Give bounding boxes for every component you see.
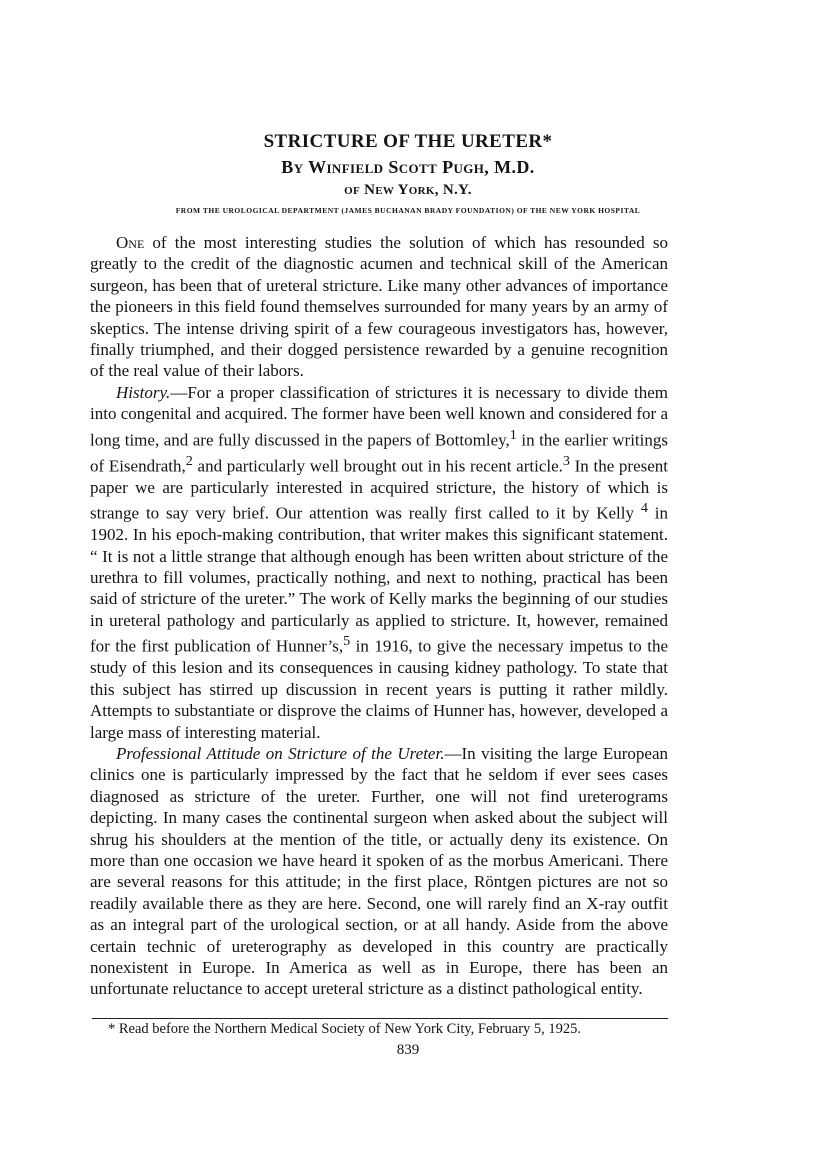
footnote: * Read before the Northern Medical Society of New York City, February 5, 1925. bbox=[108, 1021, 582, 1037]
history-text-6: in 1916, to give the necessary impetus to the study of this lesion and its consequences in causing kidney pathology. To state that this subject has stirred up discussion in recent years is putting it rather mildly. Attempts to substantiate or disprove the claims of Hunner has, however, developed a large mass of interesting material. bbox=[90, 636, 668, 742]
attitude-text: —In visiting the large European clinics one is particularly impressed by the fact that he seldom if ever sees cases diagnosed as stricture of the ureter. Further, one will not find ureterograms depicting. In many cases the continental surgeon when asked about the subject will shrug his shoulders at the mention of the title, or actually deny its existence. On more than one occasion we have heard it spoken of as the morbus Americani. There are several reasons for this attitude; in the first place, Röntgen pictures are not so readily available there as they are here. Second, one will rarely find an X-ray outfit as an integral part of the urological section, or at all handy. Aside from the above certain technic of ureterography as developed in this country are practically nonexistent in Europe. In America as well as in Europe, there has been an unfortunate reluctance to accept ureteral stricture as a distinct pathological entity. bbox=[90, 743, 668, 999]
author-byline: By Winfield Scott Pugh, M.D. bbox=[281, 157, 535, 177]
intro-text: of the most interesting studies the solution of which has resounded so greatly to the credit of the diagnostic acumen and technical skill of the American surgeon, has been that of ureteral stricture. Like many other advances of importance the pioneers in this field found themselves surrounded for many years by an army of skeptics. The intense driving spirit of a few courageous investigators has, however, finally triumphed, and their dogged persistence rewarded by a genuine recognition of the real value of their labors. bbox=[90, 233, 668, 381]
article-title: STRICTURE OF THE URETER* bbox=[263, 131, 553, 152]
reference-marker: 5 bbox=[343, 633, 351, 650]
history-heading: History. bbox=[116, 382, 171, 402]
affiliation-line: FROM THE UROLOGICAL DEPARTMENT (JAMES BUCHANAN BRADY FOUNDATION) OF THE NEW YORK HOSPITAL bbox=[175, 206, 641, 215]
history-text-3: and particularly well brought out in his recent article. bbox=[192, 456, 563, 476]
footnote-divider bbox=[92, 1018, 668, 1019]
intro-paragraph bbox=[90, 232, 668, 382]
history-text-1: —For a proper classification of strictures it is necessary to divide them into congenital and acquired. The former have been well known and considered for a long time, and are fully discussed in the papers of Bottomley, bbox=[90, 382, 668, 450]
author-location: of New York, N.Y. bbox=[344, 182, 472, 198]
history-text-5: in 1902. In his epoch-making contribution, that writer makes this significant statement. “ It is not a little strange that although enough has been written about stricture of the urethra to fill volumes, practically nothing, and next to nothing, practical has been said of stricture of the ureter.” The work of Kelly marks the beginning of our studies in ureteral pathology and particularly as applied to stricture. It, however, remained for the first publication of Hunner’s, bbox=[90, 503, 668, 656]
article-body bbox=[90, 232, 668, 1000]
history-text-4: In the present paper we are particularly interested in acquired stricture, the history of which is strange to say very brief. Our attention was really first called to it by Kelly bbox=[90, 456, 668, 523]
attitude-heading: Professional Attitude on Stricture of the Ureter. bbox=[116, 743, 445, 763]
reference-marker: 2 bbox=[185, 452, 193, 469]
history-paragraph bbox=[90, 382, 668, 743]
reference-marker: 1 bbox=[509, 426, 517, 443]
reference-marker: 4 bbox=[640, 500, 648, 517]
opening-word: One bbox=[116, 233, 145, 252]
page-number: 839 bbox=[396, 1042, 420, 1058]
history-text-2: in the earlier writings of Eisendrath, bbox=[90, 430, 668, 476]
attitude-paragraph bbox=[90, 743, 668, 1000]
reference-marker: 3 bbox=[562, 452, 570, 469]
